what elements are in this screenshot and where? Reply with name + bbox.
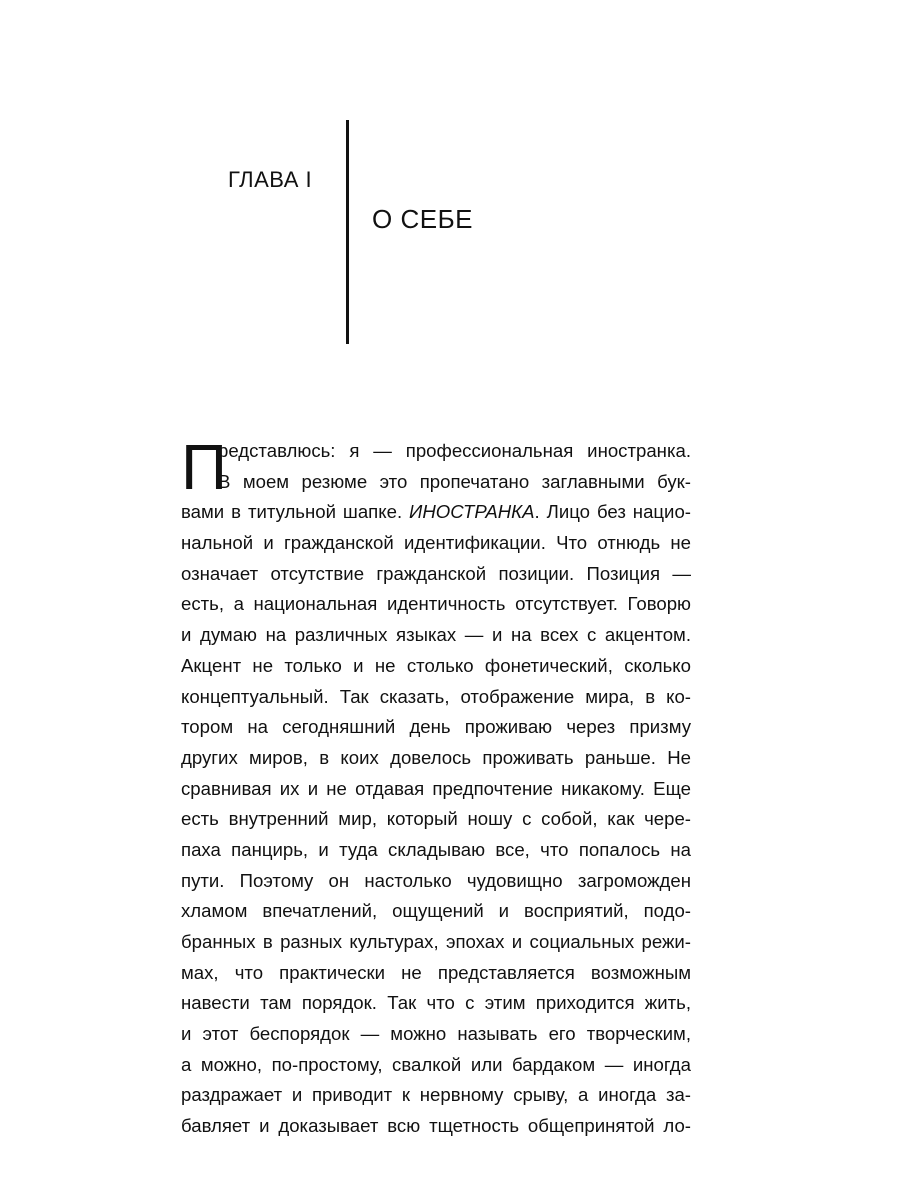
text-line: других миров, в коих довелось проживать раньше. Не (181, 746, 691, 768)
text-line: означает отсутствие гражданской позиции. Позиция — (181, 562, 691, 584)
text-line: концептуальный. Так сказать, отображение мира, в ко- (181, 685, 691, 707)
chapter-label: ГЛАВА I (228, 167, 313, 192)
text-segment: вами в титульной шапке. (181, 501, 410, 523)
body-text (181, 431, 691, 1142)
text-line: и этот беспорядок — можно называть его творческим, (181, 1023, 691, 1045)
text-line: бавляет и доказывает всю тщетность общепринятой ло- (181, 1115, 691, 1137)
text-line: редставлюсь: я — профессиональная иностранка. (218, 440, 691, 461)
text-line: паха панцирь, и туда складываю все, что попалось на (181, 838, 691, 860)
chapter-title: О СЕБЕ (372, 204, 473, 234)
text-line: навести там порядок. Так что с этим приходится жить, (181, 992, 691, 1014)
text-line: раздражает и приводит к нервному срыву, а иногда за- (181, 1084, 691, 1106)
text-line: хламом впечатлений, ощущений и восприятий, подо- (181, 900, 691, 922)
italic-term: ИНОСТРАНКА (409, 501, 535, 523)
text-line: бранных в разных культурах, эпохах и социальных режи- (181, 931, 691, 952)
text-line: В моем резюме это пропечатано заглавными бук- (218, 470, 691, 492)
text-line: сравнивая их и не отдавая предпочтение никакому. Еще (181, 777, 691, 799)
text-line: и думаю на различных языках — и на всех с акцентом. (181, 624, 691, 646)
text-segment: . Лицо без нацио- (534, 501, 691, 523)
text-line: нальной и гражданской идентификации. Что отнюдь не (181, 532, 691, 554)
text-line: тором на сегодняшний день проживаю через призму (181, 716, 691, 738)
text-line (181, 497, 691, 528)
drop-cap: П (181, 431, 227, 503)
text-line: а можно, по-простому, свалкой или бардаком — иногда (181, 1053, 691, 1075)
text-line: пути. Поэтому он настолько чудовищно загроможден (181, 869, 691, 891)
text-line: есть, а национальная идентичность отсутствует. Говорю (181, 593, 691, 615)
text-line: мах, что практически не представляется возможным (181, 961, 691, 983)
chapter-divider (346, 120, 349, 344)
text-line: есть внутренний мир, который ношу с собой, как чере- (181, 808, 691, 830)
text-line: Акцент не только и не столько фонетический, сколько (181, 654, 691, 676)
